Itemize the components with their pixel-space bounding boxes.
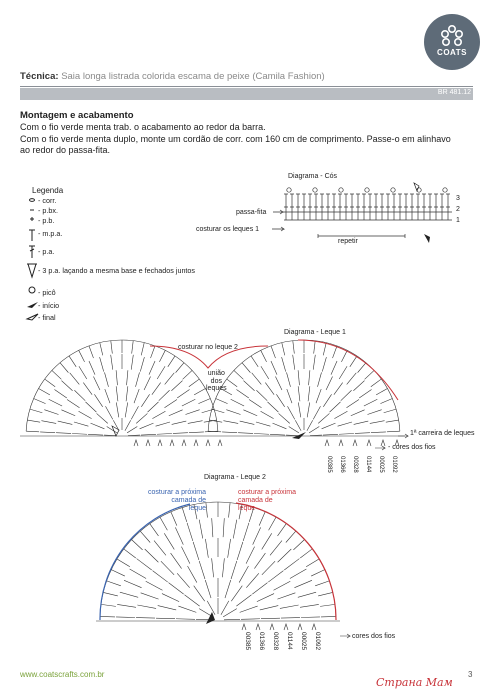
cos-label-passa-fita: passa-fita — [236, 209, 267, 216]
cos-row-number: 1 — [456, 217, 460, 224]
uniao-line: leques — [206, 385, 227, 392]
stitch — [236, 595, 251, 606]
stitch — [293, 540, 304, 550]
legend-item: - corr. — [38, 196, 57, 205]
leque1-color-code: 00328 — [352, 456, 358, 473]
stitch — [212, 518, 213, 537]
stitch — [231, 561, 237, 579]
stitch — [290, 569, 306, 578]
stitch — [286, 531, 296, 542]
stitch — [107, 581, 121, 586]
stitch — [178, 606, 196, 612]
stitch — [240, 606, 258, 612]
stitch — [281, 618, 300, 619]
stitch — [150, 524, 159, 536]
section-line: Com o fio verde menta duplo, monte um cordão de corr. com 160 cm de comprimento. Passe-o em alinhavo — [20, 133, 451, 144]
stitch — [257, 594, 274, 602]
section-line: Com o fio verde menta trab. o acabamento ao redor da barra. — [20, 122, 266, 132]
stitch — [270, 541, 282, 556]
stitch — [120, 592, 138, 597]
stitch — [175, 527, 183, 544]
legend-item: - picô — [38, 288, 56, 297]
stitch — [182, 508, 187, 522]
arrow-icon — [340, 634, 350, 638]
blue-line: leque — [188, 505, 206, 512]
leque2-color-code: 01144 — [286, 632, 293, 650]
stitch — [318, 592, 333, 595]
leque1-color-code: 00385 — [326, 456, 332, 473]
stitch — [154, 541, 166, 556]
cos-title: Diagrama - Cós — [288, 173, 338, 180]
stitch — [212, 558, 214, 577]
leque2-color-code: 00328 — [272, 632, 279, 651]
stitch — [274, 581, 291, 590]
stitch — [278, 549, 292, 562]
leque2-color-code: 00385 — [244, 632, 251, 651]
stitch — [246, 573, 259, 587]
stitch — [111, 570, 125, 576]
stitch — [124, 549, 136, 558]
leque2-color-code: 00025 — [300, 632, 307, 651]
up-arrow-icon — [312, 624, 316, 630]
stitch — [137, 605, 156, 608]
stitch — [280, 605, 299, 608]
legend-item: - início — [38, 301, 60, 310]
stitch — [176, 619, 195, 620]
legend-title: Legenda — [32, 186, 64, 195]
stitch — [146, 581, 163, 590]
red-line: leque — [238, 505, 256, 512]
footer-url[interactable]: www.coatscrafts.com.br — [20, 670, 105, 679]
stitch — [228, 539, 231, 558]
stitch — [187, 523, 193, 541]
stitch — [188, 566, 197, 583]
stitch — [194, 586, 205, 602]
page-number: 3 — [468, 670, 473, 679]
stitch — [161, 561, 174, 575]
reference-code: BR 481.12 — [437, 89, 471, 96]
leque2-label-cores: cores dos fios — [352, 633, 396, 640]
stitch — [137, 559, 152, 570]
legend-item: - 3 p.a. laçando a mesma base e fechados juntos — [38, 266, 196, 275]
blue-line: costurar a próxima — [148, 489, 206, 496]
leque1-title: Diagrama - Leque 1 — [284, 329, 346, 336]
stitch — [222, 558, 224, 577]
stitch — [184, 595, 199, 606]
cos-row-number: 3 — [456, 195, 460, 202]
uniao-line: união — [207, 370, 225, 377]
up-arrow-icon — [298, 624, 302, 630]
up-arrow-icon — [256, 624, 260, 630]
up-arrow-icon — [242, 624, 246, 630]
legend-item: - p.bx. — [38, 206, 58, 215]
red-line: camada de — [238, 497, 273, 504]
stitch — [153, 571, 168, 582]
stitch — [243, 523, 249, 541]
leque1-color-code: 01144 — [365, 456, 371, 473]
stitch — [300, 549, 312, 558]
leque2-color-code: 01366 — [258, 632, 265, 651]
stitch — [156, 618, 175, 619]
stitch — [315, 581, 329, 586]
leque2-title: Diagrama - Leque 2 — [204, 474, 266, 481]
stitch — [103, 592, 118, 595]
stitch — [320, 604, 335, 606]
stitch — [268, 571, 283, 582]
stitch — [301, 617, 320, 618]
stitch — [294, 580, 312, 587]
stitch — [221, 601, 229, 615]
stitch — [116, 617, 135, 618]
stitch — [284, 559, 299, 570]
logo-text: COATS — [437, 48, 467, 57]
stitch — [231, 586, 242, 602]
cos-label-costurar: costurar os leques 1 — [196, 226, 260, 233]
blue-line: camada de — [171, 497, 206, 504]
leque2-color-code: 01092 — [314, 632, 321, 651]
stitch — [261, 618, 280, 619]
stitch — [141, 593, 159, 599]
leque2-fan — [100, 502, 336, 620]
legend-item: - p.b. — [38, 216, 55, 225]
stitch — [206, 503, 208, 518]
stitch — [260, 606, 278, 610]
stitch — [259, 512, 265, 526]
stitch — [177, 573, 190, 587]
stitch — [160, 517, 167, 530]
stitch — [252, 583, 267, 594]
stitch — [171, 512, 177, 526]
stitch — [262, 561, 275, 575]
stitch — [233, 520, 236, 539]
legend-item: - final — [38, 313, 56, 322]
sew-line-red — [236, 503, 336, 620]
leque1-label-carreira: 1ª carreira de leques — [410, 430, 475, 437]
stitch — [194, 504, 197, 519]
cos-label-repetir: repetir — [338, 238, 358, 245]
stitch — [205, 539, 208, 558]
legend-item: - p.a. — [38, 247, 55, 256]
sew-line-blue — [100, 504, 190, 620]
stitch — [124, 580, 142, 587]
stitch — [132, 540, 143, 550]
stitch — [278, 524, 287, 536]
stitch — [300, 604, 319, 607]
leque1-color-code: 01366 — [339, 456, 345, 473]
stitch — [162, 594, 179, 602]
stitch — [169, 583, 184, 594]
stitch — [117, 604, 136, 607]
stitch — [199, 520, 202, 539]
stitch — [140, 531, 150, 542]
up-arrow-icon — [270, 624, 274, 630]
stitch — [193, 542, 199, 560]
stitch — [253, 527, 261, 544]
stitch — [117, 559, 130, 567]
uniao-line: dos — [210, 377, 222, 385]
legend-item: - m.p.a. — [38, 229, 63, 238]
stitch — [249, 508, 254, 522]
up-arrow-icon — [284, 624, 288, 630]
stitch — [164, 533, 174, 549]
stitch — [246, 547, 254, 564]
stitch — [205, 580, 211, 598]
stitch — [225, 580, 231, 598]
stitch — [298, 592, 316, 597]
stitch — [269, 517, 276, 530]
stitch — [223, 609, 237, 617]
stitch — [277, 593, 295, 599]
stitch — [254, 553, 265, 569]
header-label: Técnica: — [20, 71, 59, 82]
stitch — [181, 547, 189, 564]
stitch — [262, 533, 272, 549]
leque1-color-code: 01092 — [391, 456, 397, 473]
section-line: ao redor do passa-fita. — [20, 145, 111, 155]
stitch — [136, 618, 155, 619]
stitch — [199, 561, 205, 579]
stitch — [229, 503, 231, 518]
watermark: Страна Мам — [376, 676, 453, 689]
stitch — [145, 549, 159, 562]
stitch — [237, 542, 243, 560]
red-line: costurar a próxima — [238, 489, 296, 496]
leque1-label-cores: - cores dos fios — [388, 444, 436, 451]
stitch — [101, 604, 116, 606]
stitch — [239, 504, 242, 519]
stitch — [130, 569, 146, 578]
leque1-label-costurar: costurar no leque 2 — [178, 344, 238, 351]
stitch — [239, 566, 248, 583]
stitch — [311, 570, 325, 576]
stitch — [306, 559, 319, 567]
stitch — [158, 606, 176, 610]
section-title: Montagem e acabamento — [20, 110, 134, 121]
stitch — [223, 518, 224, 537]
leque1-color-code: 00025 — [378, 456, 384, 473]
cos-row-number: 2 — [456, 206, 460, 213]
stitch — [207, 601, 215, 615]
header-title: Saia longa listrada colorida escama de peixe (Camila Fashion) — [61, 71, 325, 82]
stitch — [171, 553, 182, 569]
stitch — [241, 619, 260, 620]
